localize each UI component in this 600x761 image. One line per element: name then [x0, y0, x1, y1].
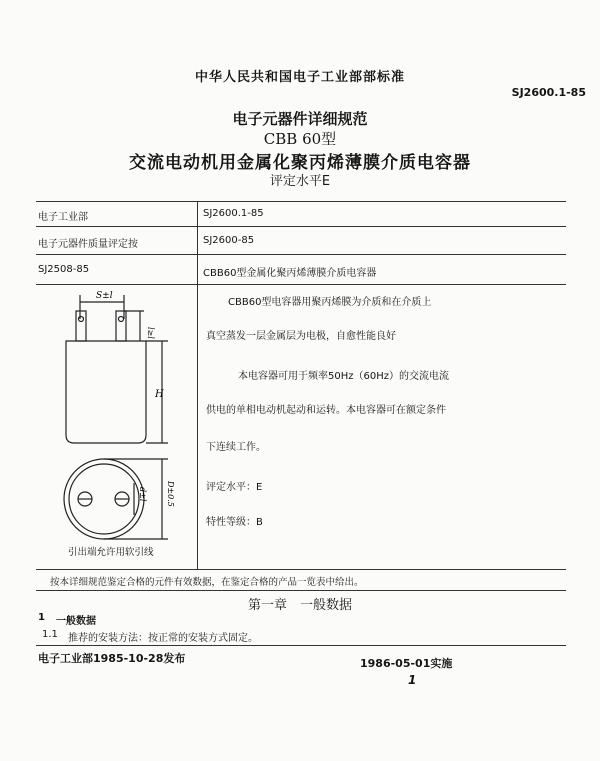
description-line-5: 下连续工作。	[206, 442, 266, 453]
product-title: 交流电动机用金属化聚丙烯薄膜介质电容器	[129, 153, 471, 173]
table-cell-quality-basis: 电子元器件质量评定按	[38, 239, 138, 250]
publish-date: 电子工业部1985-10-28发布	[38, 652, 186, 665]
description-line-4: 供电的单相电动机起动和运转。本电容器可在额定条件	[206, 405, 446, 416]
section-number: 1	[38, 612, 45, 623]
standard-org-title: 中华人民共和国电子工业部部标准	[194, 70, 405, 85]
table-row-rule	[36, 254, 566, 255]
dimension-label-d1: d±l	[138, 487, 147, 502]
chapter-title: 第一章 一般数据	[247, 598, 352, 613]
dimension-label-h: H	[155, 389, 164, 400]
table-cell-product-name: CBB60型金属化聚丙烯薄膜介质电容器	[203, 268, 377, 279]
dimension-label-s: S±l	[96, 291, 113, 301]
dimension-label-l: l≥l	[146, 327, 155, 339]
page-number: 1	[408, 673, 417, 687]
effective-date: 1986-05-01实施	[360, 657, 453, 670]
diagram-caption: 引出端允许用软引线	[68, 547, 154, 558]
table-bottom-rule	[36, 569, 566, 570]
capacitor-top-view	[64, 459, 144, 539]
table-cell-generic-spec: SJ2600-85	[203, 235, 255, 246]
model-title: CBB 60型	[263, 130, 337, 148]
spec-title: 电子元器件详细规范	[232, 110, 368, 128]
capacitor-body	[66, 341, 146, 443]
item-number: 1.1	[42, 629, 58, 640]
characteristic-grade: 特性等级：B	[206, 517, 263, 528]
table-top-rule	[36, 201, 566, 202]
capacitor-drawing	[36, 285, 196, 565]
dimension-label-d: D±0.5	[166, 481, 175, 507]
terminal-left	[76, 311, 86, 341]
assessment-level-title: 评定水平E	[269, 174, 331, 189]
standard-code: SJ2600.1-85	[511, 86, 586, 99]
approval-note: 按本详细规范鉴定合格的元件有效数据，在鉴定合格的产品一览表中给出。	[50, 577, 364, 588]
assessment-level: 评定水平：E	[206, 482, 263, 493]
item-text: 推荐的安装方法：按正常的安装方式固定。	[68, 633, 258, 644]
table-cell-ministry: 电子工业部	[38, 212, 88, 223]
table-row-rule	[36, 226, 566, 227]
section-title: 一般数据	[56, 616, 96, 627]
table-cell-sectional-spec: SJ2508-85	[38, 264, 90, 275]
description-line-2: 真空蒸发一层金属层为电极，自愈性能良好	[206, 331, 396, 342]
description-line-3: 本电容器可用于频率50Hz（60Hz）的交流电流	[238, 371, 449, 382]
description-line-1: CBB60型电容器用聚丙烯膜为介质和在介质上	[228, 297, 432, 308]
note-rule	[36, 590, 566, 591]
table-column-divider	[197, 201, 198, 569]
footer-rule	[36, 645, 566, 646]
table-cell-doc-code: SJ2600.1-85	[203, 208, 264, 219]
